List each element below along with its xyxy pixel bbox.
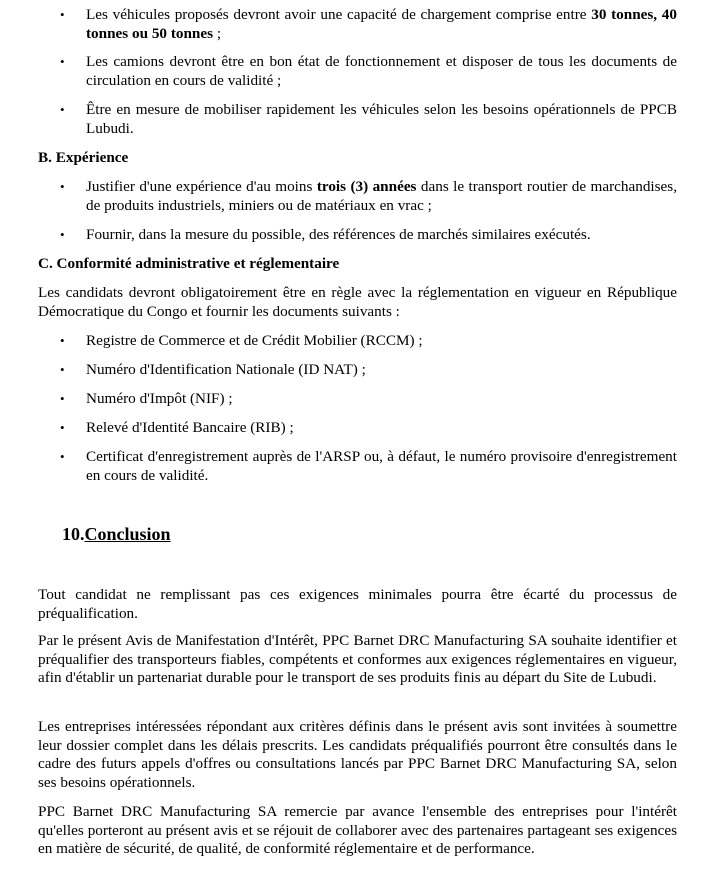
paragraph: Par le présent Avis de Manifestation d'Intérêt, PPC Barnet DRC Manufacturing SA souhaite identifier et préqualifier des transporteurs fiables, compétents et conformes aux exigences réglementaires en vigueur, afin d'établir un partenariat durable pour le transport de ses produits finis au départ du Site de Lubudi. — [38, 632, 677, 686]
bullet-icon: • — [60, 420, 65, 435]
list-item: • Les camions devront être en bon état de fonctionnement et disposer de tous les documents de circulation en cours de validité ; — [60, 53, 677, 89]
list-item: • Fournir, dans la mesure du possible, des références de marchés similaires exécutés. — [60, 226, 591, 243]
paragraph: PPC Barnet DRC Manufacturing SA remercie par avance l'ensemble des entreprises pour l'intérêt qu'elles porteront au présent avis et se réjouit de collaborer avec des partenaires partageant ses exigences en matière de sécurité, de qualité, de conformité réglementaire et de performance. — [38, 803, 677, 857]
bullet-icon: • — [60, 333, 65, 348]
list-item: • Relevé d'Identité Bancaire (RIB) ; — [60, 419, 294, 436]
list-item: • Les véhicules proposés devront avoir une capacité de chargement comprise entre 30 tonnes, 40 tonnes ou 50 tonnes ; — [60, 6, 677, 42]
bullet-icon: • — [60, 227, 65, 242]
list-item: • Numéro d'Identification Nationale (ID NAT) ; — [60, 361, 366, 378]
bullet-icon: • — [60, 179, 65, 194]
section-title-conclusion: 10.Conclusion — [62, 524, 171, 544]
section-heading-compliance: C. Conformité administrative et réglementaire — [38, 255, 340, 272]
bullet-icon: • — [60, 102, 65, 117]
paragraph: Tout candidat ne remplissant pas ces exigences minimales pourra être écarté du processus de préqualification. — [38, 586, 677, 622]
bullet-icon: • — [60, 362, 65, 377]
bullet-icon: • — [60, 449, 65, 464]
paragraph: Les entreprises intéressées répondant aux critères définis dans le présent avis sont invitées à soumettre leur dossier complet dans les délais prescrits. Les candidats préqualifiés pourront être consultés dans le cadre des futurs appels d'offres ou consultations lancés par PPC Barnet DRC Manufacturing SA, selon ses besoins opérationnels. — [38, 718, 677, 791]
section-heading-experience: B. Expérience — [38, 149, 129, 166]
list-item: • Registre de Commerce et de Crédit Mobilier (RCCM) ; — [60, 332, 423, 349]
bullet-icon: • — [60, 391, 65, 406]
list-item: • Numéro d'Impôt (NIF) ; — [60, 390, 233, 407]
list-item: • Certificat d'enregistrement auprès de l'ARSP ou, à défaut, le numéro provisoire d'enregistrement en cours de validité. — [60, 448, 677, 484]
bullet-icon: • — [60, 54, 65, 69]
list-item: • Être en mesure de mobiliser rapidement les véhicules selon les besoins opérationnels de PPCB Lubudi. — [60, 101, 677, 137]
paragraph: Les candidats devront obligatoirement être en règle avec la réglementation en vigueur en République Démocratique du Congo et fournir les documents suivants : — [38, 284, 677, 320]
bullet-icon: • — [60, 7, 65, 22]
list-item: • Justifier d'une expérience d'au moins trois (3) années dans le transport routier de marchandises, de produits industriels, miniers ou de matériaux en vrac ; — [60, 178, 678, 214]
